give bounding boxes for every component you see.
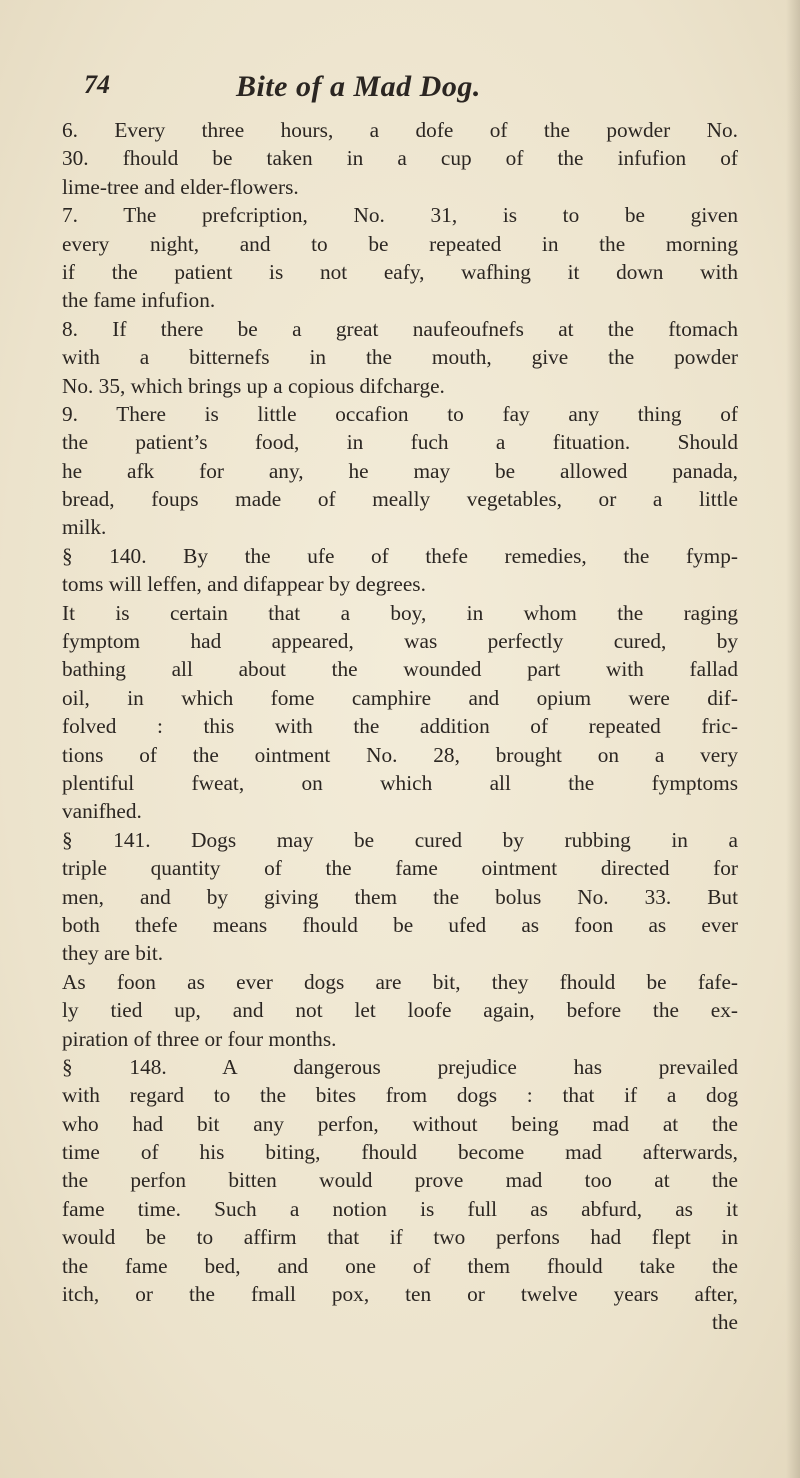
text-line: time of his biting, fhould become mad afterwards, xyxy=(62,1140,738,1165)
text-line: triple quantity of the fame ointment directed for xyxy=(62,856,738,881)
text-line: the patient’s food, in fuch a fituation. Should xyxy=(62,430,738,455)
text-line: both thefe means fhould be ufed as foon as ever xyxy=(62,912,738,937)
text-line: § 141. Dogs may be cured by rubbing in a xyxy=(62,827,738,852)
running-head: Bite of a Mad Dog. xyxy=(236,70,481,103)
text-line: the fame bed, and one of them fhould take the xyxy=(62,1253,738,1278)
text-line: oil, in which fome camphire and opium were dif- xyxy=(62,685,738,710)
text-line: with regard to the bites from dogs : that if a dog xyxy=(62,1083,738,1108)
body-text xyxy=(62,116,738,1337)
text-line: As foon as ever dogs are bit, they fhould be fafe- xyxy=(62,969,738,994)
text-line: folved : this with the addition of repeated fric- xyxy=(62,714,738,739)
text-line: piration of three or four months. xyxy=(62,1026,337,1051)
text-line: toms will leffen, and difappear by degrees. xyxy=(62,572,426,597)
text-line: the perfon bitten would prove mad too at the xyxy=(62,1168,738,1193)
text-line: 7. The prefcription, No. 31, is to be given xyxy=(62,203,738,228)
text-line: milk. xyxy=(62,515,107,540)
text-line: the xyxy=(711,1310,738,1335)
text-line: vanifhed. xyxy=(62,799,142,824)
text-line: 6. Every three hours, a dofe of the powder No. xyxy=(62,118,738,142)
text-line: plentiful fweat, on which all the fymptoms xyxy=(62,770,738,795)
text-line: every night, and to be repeated in the morning xyxy=(62,231,738,256)
text-line: fymptom had appeared, was perfectly cured, by xyxy=(62,629,738,654)
page-number: 74 xyxy=(84,70,110,99)
text-line: fame time. Such a notion is full as abfurd, as it xyxy=(62,1196,738,1221)
text-line: 30. fhould be taken in a cup of the infufion of xyxy=(62,146,738,171)
text-line: No. 35, which brings up a copious difcharge. xyxy=(62,373,445,398)
text-line: lime-tree and elder-flowers. xyxy=(62,174,299,199)
text-line: ly tied up, and not let loofe again, before the ex- xyxy=(62,998,738,1023)
text-line: 9. There is little occafion to fay any thing of xyxy=(62,401,738,426)
text-line: bathing all about the wounded part with fallad xyxy=(62,657,738,682)
text-line: if the patient is not eafy, wafhing it down with xyxy=(62,259,738,284)
text-line: § 140. By the ufe of thefe remedies, the fymp- xyxy=(62,543,738,568)
text-line: bread, foups made of meally vegetables, or a little xyxy=(62,487,738,512)
text-line: would be to affirm that if two perfons had flept in xyxy=(62,1225,738,1250)
text-line: the fame infufion. xyxy=(62,288,216,313)
text-line: who had bit any perfon, without being mad at the xyxy=(62,1111,738,1136)
text-line: It is certain that a boy, in whom the raging xyxy=(62,600,738,625)
text-line: they are bit. xyxy=(62,941,164,966)
text-line: he afk for any, he may be allowed panada, xyxy=(62,458,738,483)
text-line: men, and by giving them the bolus No. 33. But xyxy=(62,884,738,909)
text-line: itch, or the fmall pox, ten or twelve years after, xyxy=(62,1282,738,1307)
text-line: 8. If there be a great naufeoufnefs at the ftomach xyxy=(62,316,738,341)
text-line: with a bitternefs in the mouth, give the powder xyxy=(62,345,738,370)
text-line: tions of the ointment No. 28, brought on a very xyxy=(62,742,738,767)
page-edge-shadow xyxy=(786,0,800,1478)
page-header xyxy=(84,70,694,110)
text-line: § 148. A dangerous prejudice has prevailed xyxy=(62,1054,738,1079)
